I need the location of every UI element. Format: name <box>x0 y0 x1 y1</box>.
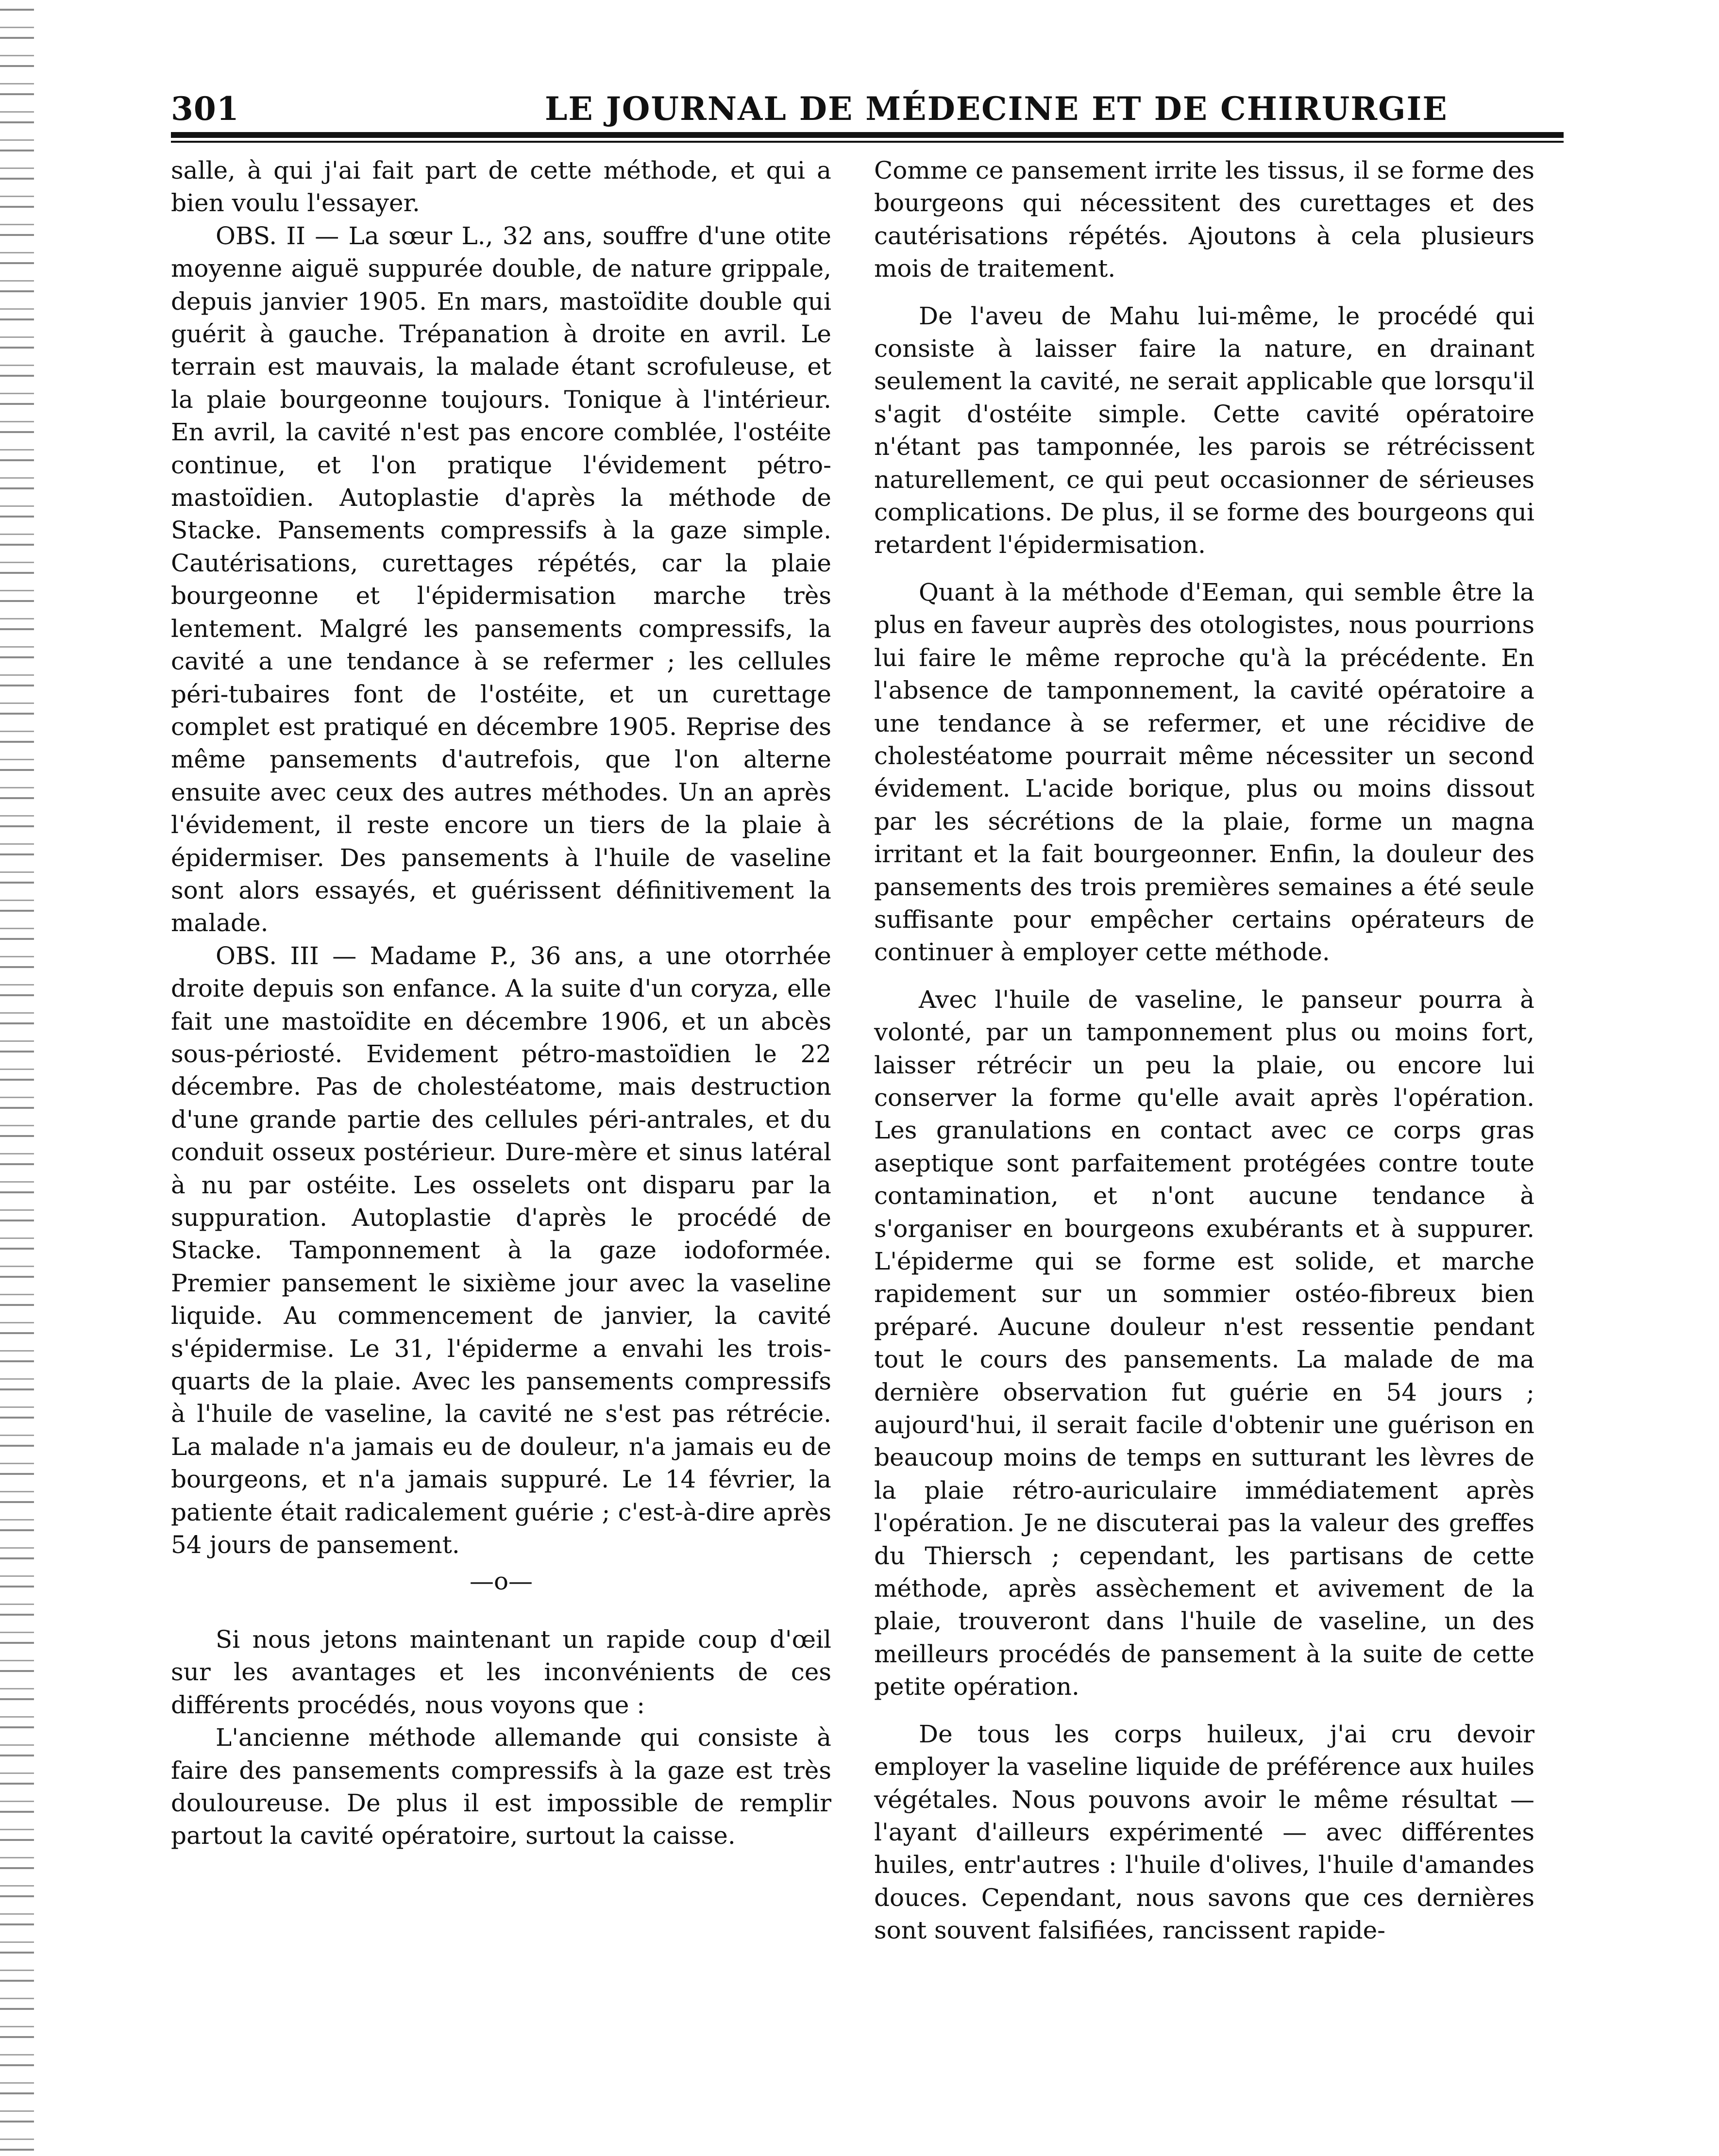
header-rule-thick <box>171 132 1564 138</box>
paragraph-vaseline-oil: Avec l'huile de vaseline, le panseur pourra à volonté, par un tamponnement plus ou moins fort, laisser rétrécir un peu la plaie, ou encore lui conserver la forme qu'elle avait après l'opération. Les granulations en contact avec ce corps gras aseptique sont parfaitement protégées contre toute contamination, et n'ont aucune tendance à s'organiser en bourgeons exubérants et à suppurer. L'épiderme qui se forme est solide, et marche rapidement sur un sommier ostéo-fibreux bien préparé. Aucune douleur n'est ressentie pendant tout le cours des pansements. La malade de ma dernière observation fut guérie en 54 jours ; aujourd'hui, il serait facile d'obtenir une guérison en beaucoup moins de temps en sutturant les lèvres de la plaie rétro-auriculaire immédiatement après l'opération. Je ne discuterai pas la valeur des greffes du Thiersch ; cependant, les partisans de cette méthode, après assèchement et avivement de la plaie, trouveront dans l'huile de vaseline, un des meilleurs procédés de pansement à la suite de cette petite opération. <box>874 985 1534 1701</box>
left-column <box>171 154 831 1853</box>
paragraph-eeman-method: Quant à la méthode d'Eeman, qui semble être la plus en faveur auprès des otologistes, nous pourrions lui faire le même reproche qu'à la précédente. En l'absence de tamponnement, la cavité opératoire a une tendance à se refermer, et une récidive de cholestéatome pourrait même nécessiter un second évidement. L'acide borique, plus ou moins dissout par les sécrétions de la plaie, forme un magna irritant et la fait bourgeonner. Enfin, la douleur des pansements des trois premières semaines a été seule suffisante pour empêcher certains opérateurs de continuer à employer cette méthode. <box>874 578 1534 967</box>
paragraph-oily-bodies: De tous les corps huileux, j'ai cru devoir employer la vaseline liquide de préférence aux huiles végétales. Nous pouvons avoir le même résultat — l'ayant d'ailleurs expérimenté — avec différentes huiles, entr'autres : l'huile d'olives, l'huile d'amandes douces. Cependant, nous savons que ces dernières sont souvent falsifiées, rancissent rapide- <box>874 1720 1534 1945</box>
paragraph-summary-intro: Si nous jetons maintenant un rapide coup d'œil sur les avantages et les inconvénients de ces différents procédés, nous voyons que : <box>171 1625 831 1719</box>
paragraph-mahu-method: De l'aveu de Mahu lui-même, le procédé qui consiste à laisser faire la nature, en drainant seulement la cavité, ne serait applicable que lorsqu'il s'agit d'ostéite simple. Cette cavité opératoire n'étant pas tamponnée, les parois se rétrécissent naturellement, ce qui peut occasionner de sérieuses complications. De plus, il se forme des bourgeons qui retardent l'épidermisation. <box>874 301 1534 559</box>
observation-3: OBS. III — Madame P., 36 ans, a une otorrhée droite depuis son enfance. A la suite d'un coryza, elle fait une mastoïdite en décembre 1906, et un abcès sous-périosté. Evidement pétro-mastoïdien le 22 décembre. Pas de cholestéatome, mais destruction d'une grande partie des cellules péri-antrales, et du conduit osseux postérieur. Dure-mère et sinus latéral à nu par ostéite. Les osselets ont disparu par la suppuration. Autoplastie d'après le procédé de Stacke. Tamponnement à la gaze iodoformée. Premier pansement le sixième jour avec la vaseline liquide. Au commencement de janvier, la cavité s'épidermise. Le 31, l'épiderme a envahi les trois-quarts de la plaie. Avec les pansements compressifs à l'huile de vaseline, la cavité ne s'est pas rétrécie. La malade n'a jamais eu de douleur, n'a jamais eu de bourgeons, et n'a jamais suppuré. Le 14 février, la patiente était radicalement guérie ; c'est-à-dire après 54 jours de pansement. <box>171 941 831 1559</box>
right-column <box>874 154 1534 1947</box>
header-rule-thin <box>171 141 1564 143</box>
binding-edge-shadow <box>0 0 34 2156</box>
observation-2: OBS. II — La sœur L., 32 ans, souffre d'une otite moyenne aiguë suppurée double, de nature grippale, depuis janvier 1905. En mars, mastoïdite double qui guérit à gauche. Trépanation à droite en avril. Le terrain est mauvais, la malade étant scrofuleuse, et la plaie bourgeonne toujours. Tonique à l'intérieur. En avril, la cavité n'est pas encore comblée, l'ostéite continue, et l'on pratique l'évidement pétro-mastoïdien. Autoplastie d'après la méthode de Stacke. Pansements compressifs à la gaze simple. Cautérisations, curettages répétés, car la plaie bourgeonne et l'épidermisation marche très lentement. Malgré les pansements compressifs, la cavité a une tendance à se refermer ; les cellules péri-tubaires font de l'ostéite, et un curettage complet est pratiqué en décembre 1905. Reprise des même pansements d'autrefois, que l'on alterne ensuite avec ceux des autres méthodes. Un an après l'évidement, il reste encore un tiers de la plaie à épidermiser. Des pansements à l'huile de vaseline sont alors essayés, et guérissent définitivement la malade. <box>171 221 831 937</box>
paragraph-german-method: L'ancienne méthode allemande qui consiste à faire des pansements compressifs à la gaze est très douloureuse. De plus il est impossible de remplir partout la cavité opératoire, surtout la caisse. <box>171 1723 831 1850</box>
paragraph-continued-right: Comme ce pansement irrite les tissus, il se forme des bourgeons qui nécessitent des curettages et des cautérisations répétés. Ajoutons à cela plusieurs mois de traitement. <box>874 156 1534 283</box>
page-number: 301 <box>171 90 239 128</box>
running-title: LE JOURNAL DE MÉDECINE ET DE CHIRURGIE <box>545 90 1448 128</box>
page-header <box>171 90 1564 129</box>
section-separator: —o— <box>469 1567 533 1596</box>
paragraph-continued: salle, à qui j'ai fait part de cette méthode, et qui a bien voulu l'essayer. <box>171 156 831 217</box>
